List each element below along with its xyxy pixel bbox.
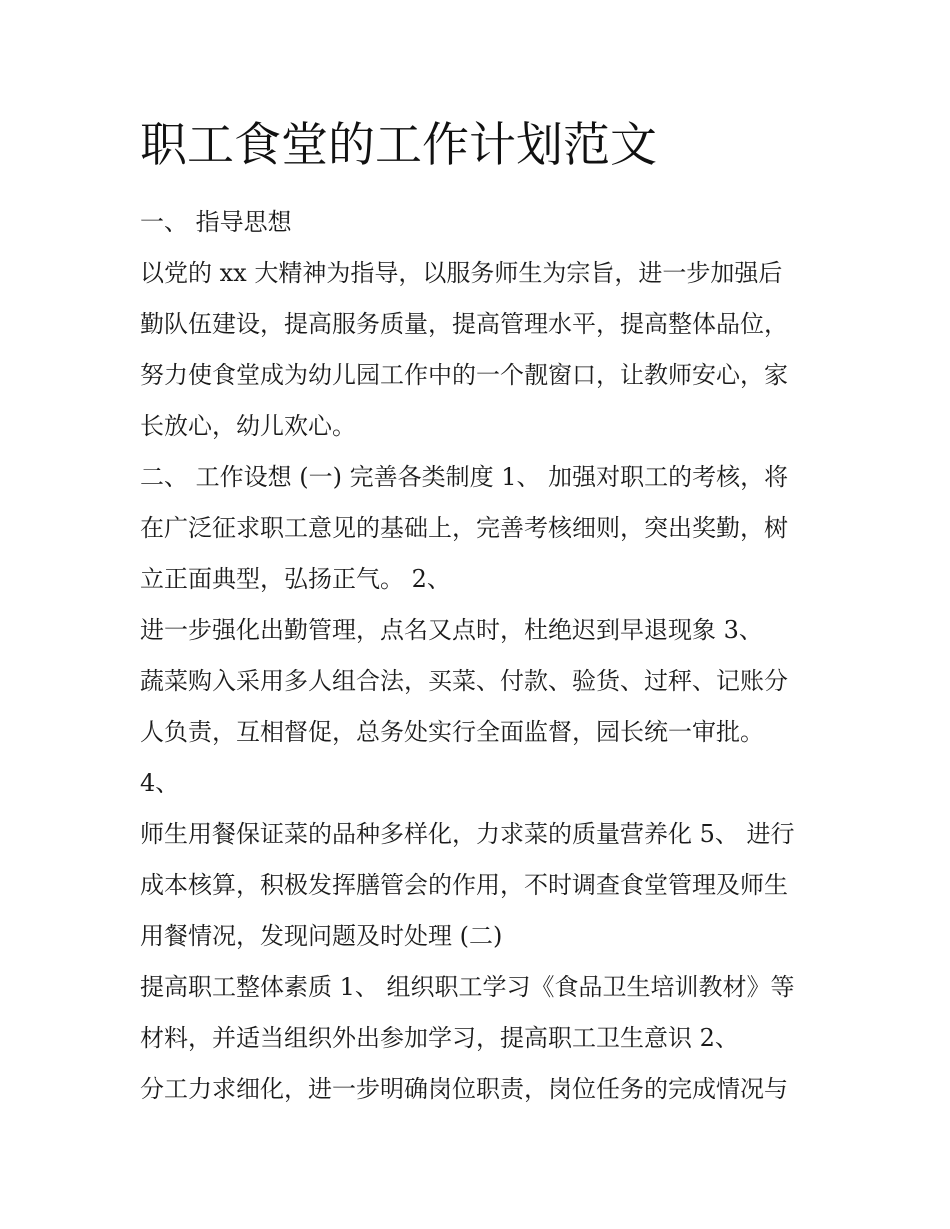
document-title: 职工食堂的工作计划范文 [140, 118, 657, 173]
paragraph-line: 进一步强化出勤管理，点名又点时，杜绝迟到早退现象 3、 [140, 616, 763, 644]
paragraph-line: 材料，并适当组织外出参加学习，提高职工卫生意识 2、 [140, 1024, 739, 1052]
heading-guiding-ideology: 一、 指导思想 [140, 208, 292, 236]
paragraph-line: 师生用餐保证菜的品种多样化，力求菜的质量营养化 5、 进行 [140, 820, 795, 848]
paragraph-line: 人负责，互相督促，总务处实行全面监督，园长统一审批。 [140, 718, 764, 746]
paragraph-line: 提高职工整体素质 1、 组织职工学习《食品卫生培训教材》等 [140, 973, 795, 1001]
heading-work-plan: 二、 工作设想 (一) 完善各类制度 1、 加强对职工的考核，将 [140, 463, 789, 491]
paragraph-line: 蔬菜购入采用多人组合法，买菜、付款、验货、过秤、记账分 [140, 667, 788, 695]
paragraph-line: 分工力求细化，进一步明确岗位职责，岗位任务的完成情况与 [140, 1075, 788, 1103]
paragraph-line: 在广泛征求职工意见的基础上，完善考核细则，突出奖勤，树 [140, 514, 788, 542]
paragraph-line: 以党的 xx 大精神为指导，以服务师生为宗旨，进一步加强后 [140, 259, 783, 287]
paragraph-line: 成本核算，积极发挥膳管会的作用，不时调查食堂管理及师生 [140, 871, 788, 899]
paragraph-line: 努力使食堂成为幼儿园工作中的一个靓窗口，让教师安心，家 [140, 361, 788, 389]
paragraph-line: 4、 [140, 769, 180, 797]
paragraph-line: 勤队伍建设，提高服务质量，提高管理水平，提高整体品位， [140, 310, 788, 338]
paragraph-line: 立正面典型，弘扬正气。 2、 [140, 565, 451, 593]
paragraph-line: 长放心，幼儿欢心。 [140, 412, 356, 440]
paragraph-line: 用餐情况，发现问题及时处理 (二) [140, 922, 503, 950]
